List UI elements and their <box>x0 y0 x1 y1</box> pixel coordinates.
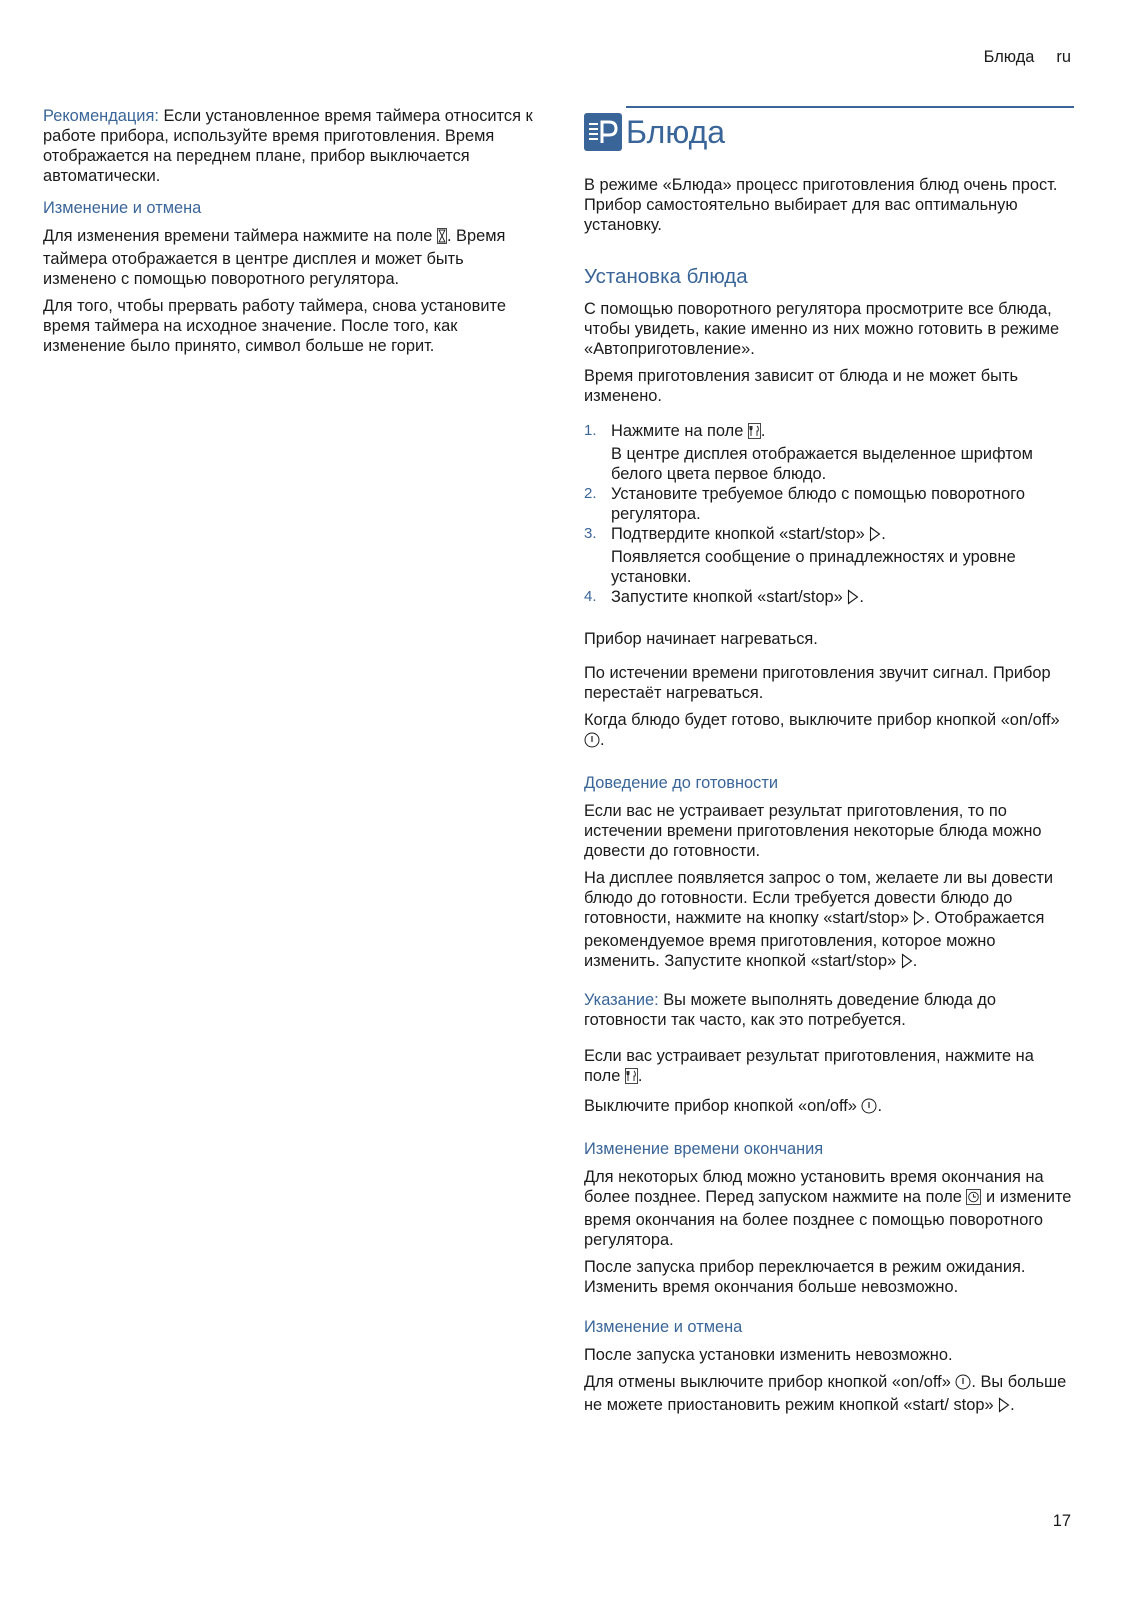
step-4: 4. Запустите кнопкой «start/stop» . <box>584 587 1074 610</box>
heating-paragraph: Прибор начинает нагреваться. <box>584 630 818 648</box>
note-label: Указание: <box>584 991 659 1009</box>
power-icon <box>861 1098 877 1119</box>
step-number: 1. <box>584 422 597 439</box>
running-header <box>984 47 1071 67</box>
cutlery-field-icon <box>625 1068 638 1089</box>
header-lang: ru <box>1056 48 1071 66</box>
step-3: 3. Подтвердите кнопкой «start/stop» . Появляется сообщение о принадлежностях и уровне установки. <box>584 524 1074 587</box>
hourglass-icon <box>437 228 447 249</box>
switch-off-paragraph: Когда блюдо будет готово, выключите прибор кнопкой «on/off» . <box>584 710 1074 753</box>
setup-heading: Установка блюда <box>584 265 748 288</box>
setup-p1: С помощью поворотного регулятора просмотрите все блюда, чтобы увидеть, какие именно из них можно готовить в режиме «Автоприготовление». <box>584 300 1060 358</box>
timer-change-p1: Для изменения времени таймера нажмите на поле . Время таймера отображается в центре дисплея и может быть изменено с помощью поворотного регулятора. <box>43 227 506 288</box>
setup-steps <box>584 421 1074 610</box>
setup-p2: Время приготовления зависит от блюда и не может быть изменено. <box>584 367 1019 405</box>
timer-change-heading: Изменение и отмена <box>43 199 202 217</box>
cancel-p2: Для отмены выключите прибор кнопкой «on/off» . Вы больше не можете приостановить режим кнопкой «start/ stop» . <box>584 1372 1074 1418</box>
off-paragraph: Выключите прибор кнопкой «on/off» . <box>584 1096 1074 1119</box>
step-1: 1. Нажмите на поле . В центре дисплея отображается выделенное шрифтом белого цвета первое блюдо. <box>584 421 1074 484</box>
endtime-p2: После запуска прибор переключается в режим ожидания. Изменить время окончания больше невозможно. <box>584 1258 1026 1296</box>
tip-label: Рекомендация: <box>43 107 159 125</box>
step-result: В центре дисплея отображается выделенное шрифтом белого цвета первое блюдо. <box>611 445 1033 483</box>
left-column <box>43 106 533 363</box>
start-stop-icon <box>869 526 881 547</box>
cancel-heading: Изменение и отмена <box>584 1318 743 1336</box>
note-paragraph: Указание: Вы можете выполнять доведение блюда до готовности так часто, как это потребуется. <box>584 991 996 1029</box>
intro-paragraph: В режиме «Блюда» процесс приготовления блюд очень прост. Прибор самостоятельно выбирает для вас оптимальную установку. <box>584 176 1058 234</box>
start-stop-icon <box>998 1397 1010 1418</box>
right-column <box>584 106 1074 1425</box>
finish-p1: Если вас не устраивает результат приготовления, то по истечении времени приготовления некоторые блюда можно довести до готовности. <box>584 802 1042 860</box>
step-result: Появляется сообщение о принадлежностях и уровне установки. <box>611 548 1016 586</box>
cutlery-field-icon <box>748 423 761 444</box>
header-section: Блюда <box>983 48 1035 66</box>
step-number: 4. <box>584 588 597 605</box>
step-number: 3. <box>584 525 597 542</box>
page-number: 17 <box>1052 1512 1071 1530</box>
endtime-heading: Изменение времени окончания <box>584 1140 824 1158</box>
section-title-text: Блюда <box>626 114 726 150</box>
satisfied-paragraph: Если вас устраивает результат приготовления, нажмите на поле . <box>584 1046 1074 1089</box>
step-2: 2. Установите требуемое блюдо с помощью поворотного регулятора. <box>584 485 1026 523</box>
tip-paragraph <box>43 106 533 186</box>
timer-change-p2: Для того, чтобы прервать работу таймера, снова установите время таймера на исходное значение. После того, как изменение было принято, символ больше не горит. <box>43 297 506 355</box>
dishes-program-icon <box>584 113 622 151</box>
step-number: 2. <box>584 485 597 502</box>
clock-icon <box>966 1189 981 1210</box>
start-stop-icon <box>847 589 859 610</box>
power-icon <box>584 732 600 753</box>
start-stop-icon <box>913 910 925 931</box>
end-signal-paragraph: По истечении времени приготовления звучит сигнал. Прибор перестаёт нагреваться. <box>584 664 1051 702</box>
cancel-p1: После запуска установки изменить невозможно. <box>584 1346 953 1364</box>
tip-text: Если установленное время таймера относится к работе прибора, используйте время приготовления. Время отображается на переднем плане, прибор выключается автоматически. <box>43 107 533 185</box>
power-icon <box>955 1374 971 1395</box>
finish-p2: На дисплее появляется запрос о том, желаете ли вы довести блюдо до готовности. Если требуется довести блюдо до готовности, нажмите на кнопку «start/stop» . Отображается рекомендуемое время приготовления, которое можно изменить. Запустите кнопкой «start/stop» . <box>584 868 1074 974</box>
section-title <box>584 112 1074 152</box>
finish-heading: Доведение до готовности <box>584 774 779 792</box>
endtime-p1: Для некоторых блюд можно установить время окончания на более позднее. Перед запуском нажмите на поле и измените время окончания на более позднее с помощью поворотного регулятора. <box>584 1168 1072 1249</box>
start-stop-icon <box>901 953 913 974</box>
